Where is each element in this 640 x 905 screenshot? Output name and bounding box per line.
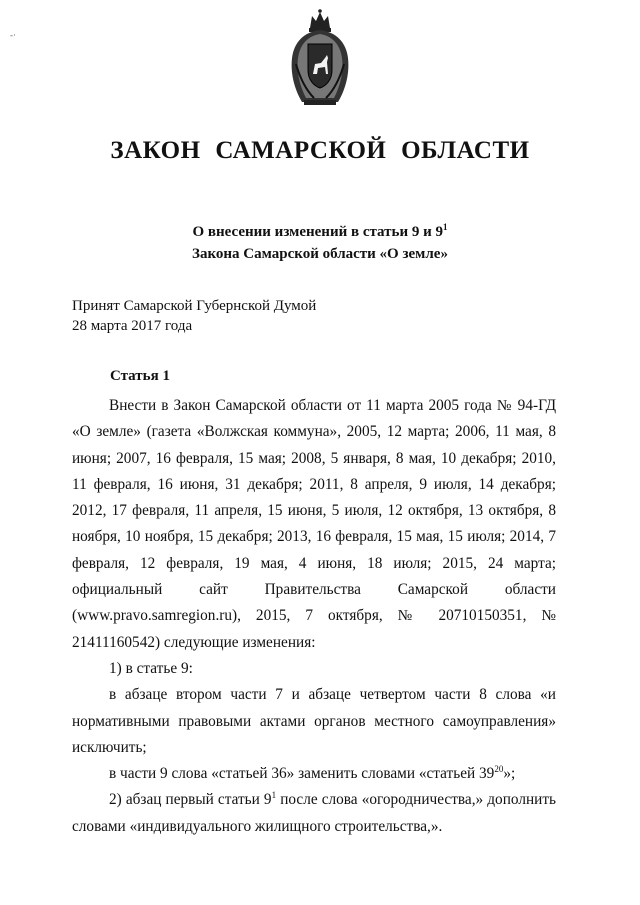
item-1-heading: 1) в статье 9: [109, 659, 193, 677]
item-1-part9-paragraph: в части 9 слова «статьей 36» заменить словами «статьей $39^{20}$»; [109, 764, 516, 783]
adoption-info [72, 296, 472, 336]
article-heading: Статья 1 [110, 368, 170, 384]
coat-of-arms-icon [288, 8, 352, 108]
law-title: ЗАКОН САМАРСКОЙ ОБЛАСТИ [110, 137, 530, 164]
item-2-paragraph: 2) абзац первый статьи $9^1$ после слова «огородничества,» дополнить словами «индивидуального жилищного строительства,». [72, 790, 556, 835]
adopted-date: 28 марта 2017 года [72, 318, 193, 334]
article-body [72, 393, 556, 840]
subject-line-1: О внесении изменений в статьи 9 и $9^1$ [192, 222, 448, 240]
law-subject [0, 221, 640, 265]
scan-mark: -· [10, 30, 16, 40]
article-intro-paragraph: Внести в Закон Самарской области от 11 марта 2005 года № 94-ГД «О земле» (газета «Волжская коммуна», 2005, 12 марта; 2006, 11 мая, 8 июня; 2007, 16 февраля, 15 мая; 2008, 5 января, 8 мая, 10 декабря; 2010, 11 февраля, 16 июня, 31 декабря; 2011, 8 апреля, 9 июля, 14 декабря; 2012, 17 февраля, 11 апреля, 15 июня, 5 июля, 12 октября, 13 октября, 8 ноября, 10 ноября, 15 декабря; 2013, 16 февраля, 15 мая, 15 июля; 2014, 7 февраля, 12 февраля, 19 мая, 4 июня, 18 июля; 2015, 24 марта; официальный сайт Правительства Самарской области (www.pravo.samregion.ru), 2015, 7 октября, № 20710150351, № 21411160542) следующие изменения: [72, 397, 556, 651]
subject-line-2: Закона Самарской области «О земле» [192, 246, 448, 262]
adopted-by: Принят Самарской Губернской Думой [72, 298, 317, 314]
item-1-paragraph: в абзаце втором части 7 и абзаце четвертом части 8 слова «и нормативными правовыми актами органов местного самоуправления» исключить; [72, 686, 556, 756]
